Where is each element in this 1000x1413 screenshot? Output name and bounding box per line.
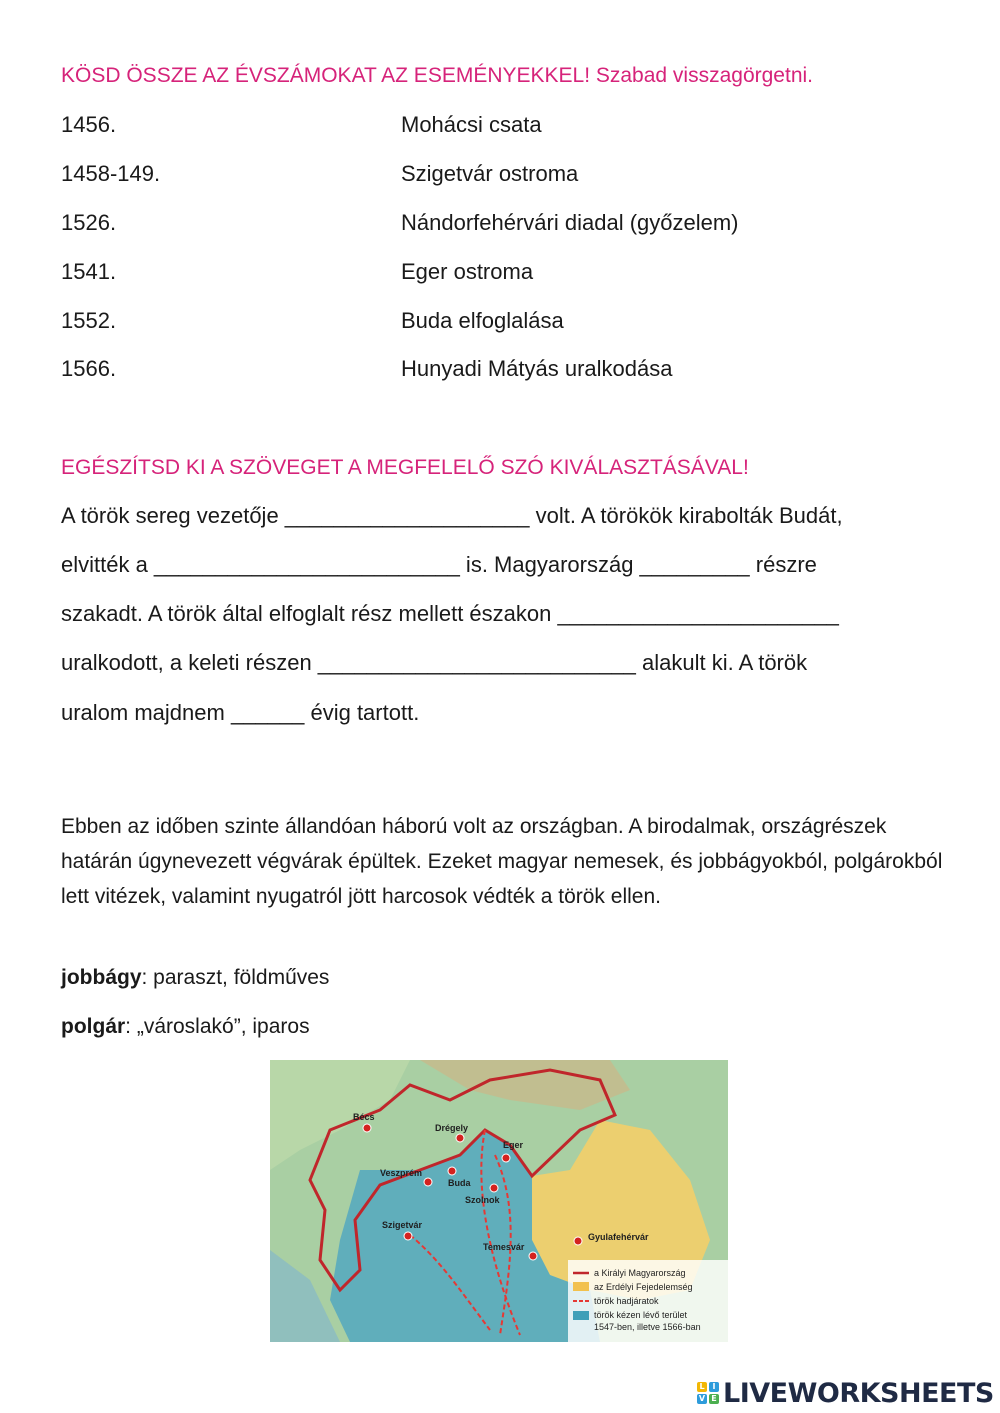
info-paragraph: Ebben az időben szinte állandóan háború volt az országban. A birodalmak, országrészek határán úgynevezett végvárak épültek. Ezeket magyar nemesek, és jobbágyokból, polgárokból lett vitézek, valamint nyugatról jött harcosok védték a török ellen. [61, 815, 943, 908]
match-row [61, 210, 739, 236]
city-marker [502, 1154, 510, 1162]
match-event: Mohácsi csata [401, 112, 542, 137]
match-row [61, 356, 672, 382]
city-marker [456, 1134, 464, 1142]
match-year: 1552. [61, 308, 117, 333]
city-label: Veszprém [380, 1168, 423, 1178]
match-year: 1566. [61, 356, 117, 381]
legend-label: a Királyi Magyarország [594, 1268, 686, 1278]
match-event: Buda elfoglalása [401, 308, 564, 333]
definition-polgar [61, 1015, 310, 1039]
city-marker [363, 1124, 371, 1132]
section2-heading: EGÉSZÍTSD KI A SZÖVEGET A MEGFELELŐ SZÓ KIVÁLASZTÁSÁVAL! [61, 456, 749, 479]
definition-term: polgár [61, 1015, 126, 1038]
city-marker [448, 1167, 456, 1175]
legend-label: török hadjáratok [594, 1296, 659, 1306]
city-marker [574, 1237, 582, 1245]
fill-line: uralom majdnem ______ évig tartott. [61, 700, 420, 725]
map-graphic [270, 1060, 728, 1342]
match-event: Hunyadi Mátyás uralkodása [401, 356, 673, 381]
fill-line: uralkodott, a keleti részen __________________________ alakult ki. A török [61, 650, 808, 675]
match-row [61, 112, 542, 138]
city-marker [424, 1178, 432, 1186]
city-label: Buda [448, 1178, 471, 1188]
logo-text: LIVEWORKSHEETS [723, 1377, 994, 1409]
city-marker [529, 1252, 537, 1260]
section1-heading: KÖSD ÖSSZE AZ ÉVSZÁMOKAT AZ ESEMÉNYEKKEL! Szabad visszagörgetni. [61, 64, 814, 87]
logo-letter: L [697, 1382, 707, 1392]
match-year: 1526. [61, 210, 117, 235]
logo-letter: E [709, 1394, 719, 1404]
city-label: Gyulafehérvár [588, 1232, 649, 1242]
legend-swatch [573, 1311, 589, 1320]
match-event: Nándorfehérvári diadal (győzelem) [401, 210, 739, 235]
match-row [61, 161, 578, 187]
map-image [270, 1060, 728, 1342]
city-marker [490, 1184, 498, 1192]
match-year: 1456. [61, 112, 117, 137]
city-label: Eger [503, 1140, 524, 1150]
logo-mark-icon [697, 1382, 719, 1404]
legend-label: 1547-ben, illetve 1566-ban [594, 1322, 701, 1332]
match-year: 1541. [61, 259, 117, 284]
logo-letter: I [709, 1382, 719, 1392]
definition-text: : paraszt, földműves [141, 966, 330, 989]
fill-line: A török sereg vezetője ____________________ volt. A törökök kirabolták Budát, [61, 503, 843, 528]
match-row [61, 308, 564, 334]
city-label: Szigetvár [382, 1220, 423, 1230]
definition-text: : „városlakó”, iparos [125, 1015, 310, 1038]
definition-jobbagy [61, 966, 329, 990]
legend-label: az Erdélyi Fejedelemség [594, 1282, 693, 1292]
city-label: Drégely [435, 1123, 469, 1133]
city-label: Temesvár [483, 1242, 525, 1252]
fill-line: elvitték a _________________________ is. Magyarország _________ részre [61, 552, 817, 577]
city-marker [404, 1232, 412, 1240]
logo-letter: V [698, 1394, 706, 1403]
liveworksheets-logo[interactable] [697, 1376, 994, 1410]
match-row [61, 259, 533, 285]
fill-line: szakadt. A török által elfoglalt rész mellett északon _______________________ [61, 601, 839, 626]
legend-label: török kézen lévő terület [594, 1310, 688, 1320]
match-event: Szigetvár ostroma [401, 161, 579, 186]
city-label: Szolnok [465, 1195, 500, 1205]
match-year: 1458-149. [61, 161, 161, 186]
definition-term: jobbágy [61, 966, 142, 989]
legend-swatch [573, 1282, 589, 1291]
match-event: Eger ostroma [401, 259, 534, 284]
city-label: Bécs [353, 1112, 375, 1122]
